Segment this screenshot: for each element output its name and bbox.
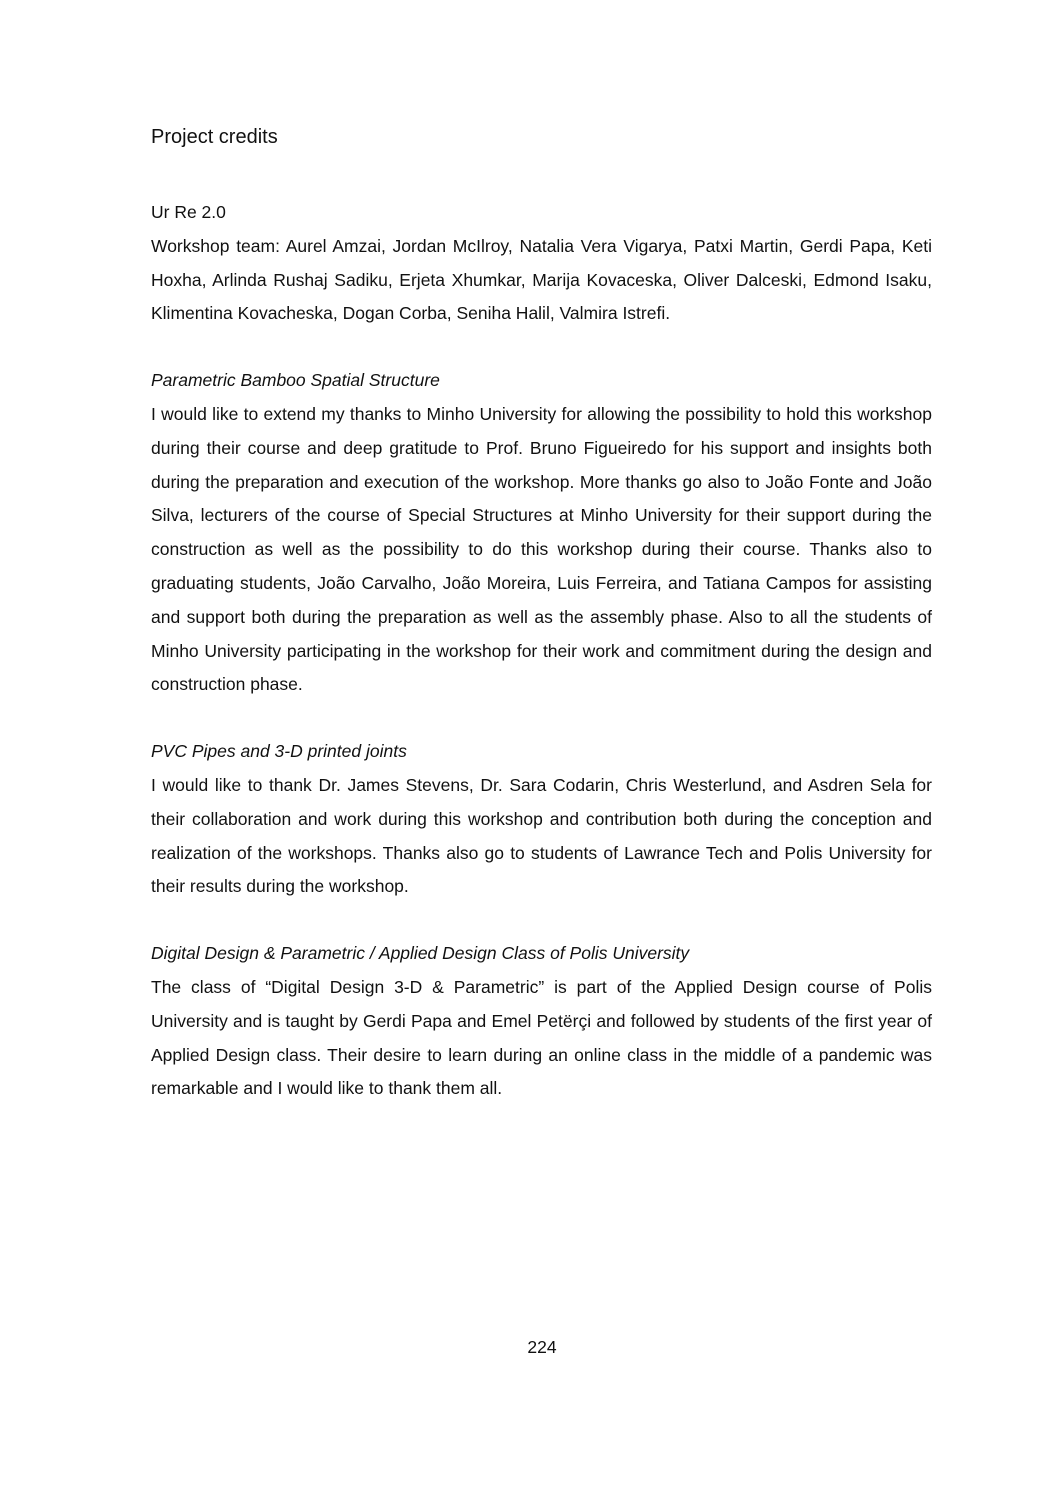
page-heading: Project credits [151,126,278,148]
section-body: The class of “Digital Design 3-D & Parametric” is part of the Applied Design course of Polis University and is taught by Gerdi Papa and Emel Petërçi and followed by students of the first year of Applied Design class. Their desire to learn during an online class in the middle of a pandemic was remarkable and I would like to thank them all. [151,976,932,1099]
section-title: Ur Re 2.0 [151,202,226,222]
section-title: Parametric Bamboo Spatial Structure [151,370,440,391]
section-body: I would like to extend my thanks to Minho University for allowing the possibility to hold this workshop during their course and deep gratitude to Prof. Bruno Figueiredo for his support and insights both during the preparation and execution of the workshop. More thanks go also to João Fonte and João Silva, lecturers of the course of Special Structures at Minho University for their support during the construction as well as the possibility to do this workshop during their course. Thanks also to graduating students, João Carvalho, João Moreira, Luis Ferreira, and Tatiana Campos for assisting and support both during the preparation as well as the assembly phase. Also to all the students of Minho University participating in the workshop for their work and commitment during the design and construction phase. [151,403,932,695]
section-title: Digital Design & Parametric / Applied Design Class of Polis University [151,943,690,964]
section-digital-design [151,937,932,1106]
document-page [151,122,932,1139]
section-pvc-pipes [151,735,932,904]
page-number: 224 [527,1337,557,1357]
section-body: I would like to thank Dr. James Stevens, Dr. Sara Codarin, Chris Westerlund, and Asdren Sela for their collaboration and work during this workshop and contribution both during the conception and realization of the workshops. Thanks also go to students of Lawrance Tech and Polis University for their results during the workshop. [151,774,932,897]
section-ur-re [151,196,932,331]
section-body: Workshop team: Aurel Amzai, Jordan McIlroy, Natalia Vera Vigarya, Patxi Martin, Gerdi Papa, Keti Hoxha, Arlinda Rushaj Sadiku, Erjeta Xhumkar, Marija Kovaceska, Oliver Dalceski, Edmond Isaku, Klimentina Kovacheska, Dogan Corba, Seniha Halil, Valmira Istrefi. [151,235,932,324]
section-title: PVC Pipes and 3-D printed joints [151,741,407,762]
section-parametric-bamboo [151,364,932,702]
